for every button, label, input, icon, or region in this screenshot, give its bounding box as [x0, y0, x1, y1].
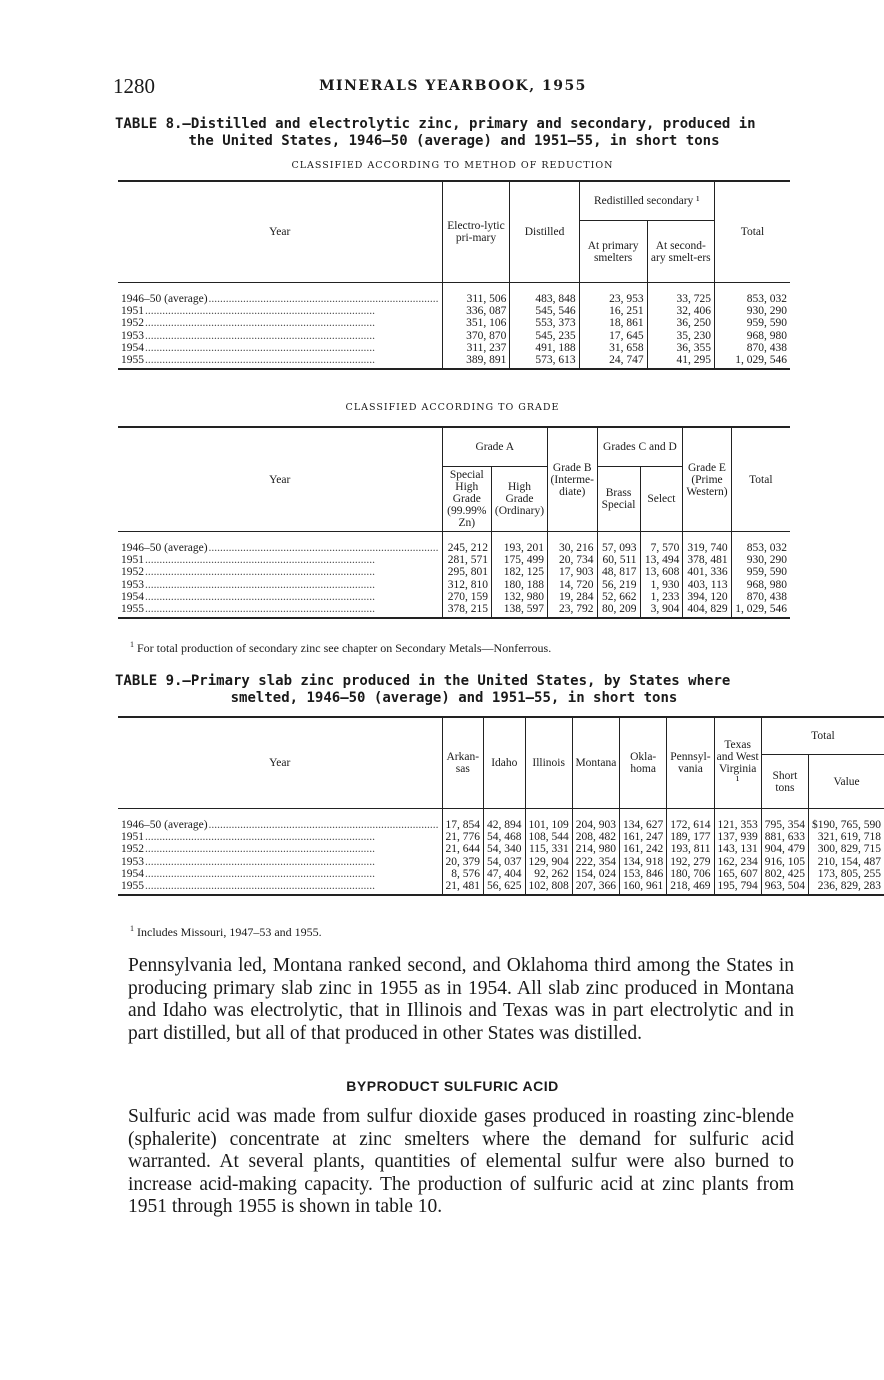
table-cell: 553, 373	[510, 317, 579, 329]
table-row	[118, 542, 790, 554]
row-year-label: 1946–50 (average)	[121, 819, 208, 831]
table-row	[118, 330, 790, 342]
header-high-grade: High Grade (Ordinary)	[492, 467, 548, 532]
table-cell: 36, 355	[647, 342, 714, 354]
table-cell: 545, 235	[510, 330, 579, 342]
row-year-label: 1952	[121, 843, 144, 856]
table-cell: 129, 904	[525, 856, 572, 868]
header-year: Year	[118, 181, 442, 283]
table-cell: 24, 747	[579, 354, 647, 369]
table-cell: 491, 188	[510, 342, 579, 354]
row-year-label: 1951	[121, 831, 144, 844]
header-redistilled-secondary: Redistilled secondary ¹	[579, 181, 714, 221]
table-cell: 180, 188	[492, 579, 548, 591]
row-year-label: 1955	[121, 603, 144, 616]
table-cell: 132, 980	[492, 591, 548, 603]
table-cell: 33, 725	[647, 293, 714, 305]
row-year-label: 1952	[121, 566, 144, 579]
table8-title-line1: TABLE 8.—Distilled and electrolytic zinc, primary and secondary, produced in	[115, 116, 756, 132]
table-cell: 321, 619, 718	[809, 831, 884, 843]
table-cell: 189, 177	[667, 831, 714, 843]
table-row	[118, 566, 790, 578]
table-cell: 160, 961	[620, 880, 667, 895]
row-year: 1954................................................................................	[121, 590, 375, 603]
row-year-label: 1954	[121, 867, 144, 880]
table-row	[118, 554, 790, 566]
row-year: 1955................................................................................	[118, 354, 442, 369]
header-brass-special: Brass Special	[597, 467, 640, 532]
header-distilled: Distilled	[510, 181, 579, 283]
row-year-label: 1953	[121, 578, 144, 591]
table-cell: 295, 801	[442, 566, 491, 578]
table8-title	[115, 116, 793, 150]
table-row	[118, 591, 790, 603]
table-cell: 195, 794	[714, 880, 761, 895]
table-cell: 193, 811	[667, 843, 714, 855]
row-year: 1952................................................................................	[121, 317, 375, 330]
book-title: MINERALS YEARBOOK, 1955	[319, 78, 587, 94]
table-cell: 32, 406	[647, 305, 714, 317]
table-row	[118, 317, 790, 329]
table-cell: 180, 706	[667, 868, 714, 880]
header-value: Value	[809, 755, 884, 809]
table-cell: 175, 499	[492, 554, 548, 566]
table-cell: 13, 608	[640, 566, 683, 578]
header-pennsylvania: Pennsyl-vania	[667, 717, 714, 809]
table-row	[118, 843, 884, 855]
header-illinois: Illinois	[525, 717, 572, 809]
table-cell: 57, 093	[597, 542, 640, 554]
table-cell: 60, 511	[597, 554, 640, 566]
spacer-row	[118, 809, 884, 820]
table-cell: 3, 904	[640, 603, 683, 618]
table-row	[118, 831, 884, 843]
table9-footnote: $^1$ Includes Missouri, 1947–53 and 1955.	[130, 924, 322, 939]
table-cell: 404, 829	[683, 603, 731, 618]
table-row	[118, 868, 884, 880]
table-cell: 311, 237	[442, 342, 510, 354]
table-cell: 968, 980	[714, 330, 790, 342]
table-cell: 802, 425	[761, 868, 808, 880]
row-year: 1946–50 (average)................................................................................	[121, 293, 439, 305]
section-heading: BYPRODUCT SULFURIC ACID	[346, 1078, 559, 1094]
table-row	[118, 856, 884, 868]
header-total: Total	[761, 717, 884, 755]
header-oklahoma: Okla-homa	[620, 717, 667, 809]
table8-grade-body	[118, 532, 790, 619]
table-cell: 20, 734	[547, 554, 597, 566]
table-cell: 319, 740	[683, 542, 731, 554]
row-year: 1952................................................................................	[121, 843, 375, 856]
table-cell: 394, 120	[683, 591, 731, 603]
table-cell: 853, 032	[731, 542, 790, 554]
header-montana: Montana	[572, 717, 619, 809]
table-cell: 214, 980	[572, 843, 619, 855]
table-cell: 143, 131	[714, 843, 761, 855]
table-cell: 137, 939	[714, 831, 761, 843]
table-cell: 42, 894	[484, 819, 526, 831]
header-grade-e: Grade E (Prime Western)	[683, 427, 731, 532]
table-cell: 904, 479	[761, 843, 808, 855]
table-cell: 154, 024	[572, 868, 619, 880]
table-cell: 153, 846	[620, 868, 667, 880]
header-texas-west-virginia: Texas and West Virginia ¹	[714, 717, 761, 809]
table-cell: 870, 438	[731, 591, 790, 603]
table-cell: 101, 109	[525, 819, 572, 831]
table-cell: 182, 125	[492, 566, 548, 578]
table-cell: 17, 854	[442, 819, 484, 831]
spacer-row	[118, 283, 790, 294]
table8-footnote-text: For total production of secondary zinc see chapter on Secondary Metals—Nonferrous.	[137, 641, 552, 655]
header-total: Total	[731, 427, 790, 532]
table-cell: 311, 506	[442, 293, 510, 305]
table-cell: 968, 980	[731, 579, 790, 591]
row-year-label: 1955	[121, 354, 144, 367]
header-year: Year	[118, 427, 442, 532]
table-cell: 389, 891	[442, 354, 510, 369]
row-year: 1946–50 (average)................................................................................	[121, 542, 439, 554]
table-row	[118, 305, 790, 317]
table-cell: 1, 930	[640, 579, 683, 591]
table9-body	[118, 809, 884, 896]
header-grade-a: Grade A	[442, 427, 547, 467]
header-special-high-grade: Special High Grade (99.99% Zn)	[442, 467, 491, 532]
table-cell: 281, 571	[442, 554, 491, 566]
table-cell: 218, 469	[667, 880, 714, 895]
table-cell: 270, 159	[442, 591, 491, 603]
header-select: Select	[640, 467, 683, 532]
table-cell: 881, 633	[761, 831, 808, 843]
table-cell: 192, 279	[667, 856, 714, 868]
table-cell: 54, 340	[484, 843, 526, 855]
table-cell: 56, 625	[484, 880, 526, 895]
table-cell: 30, 216	[547, 542, 597, 554]
table8-title-line2: the United States, 1946–50 (average) and 1951–55, in short tons	[188, 133, 720, 149]
table-cell: 401, 336	[683, 566, 731, 578]
row-year-label: 1951	[121, 305, 144, 318]
table-cell: 1, 029, 546	[714, 354, 790, 369]
header-total: Total	[714, 181, 790, 283]
row-year-label: 1953	[121, 329, 144, 342]
table-cell: 916, 105	[761, 856, 808, 868]
row-year: 1954................................................................................	[121, 867, 375, 880]
table-cell: 370, 870	[442, 330, 510, 342]
table-cell: 41, 295	[647, 354, 714, 369]
table-cell: 161, 247	[620, 831, 667, 843]
row-year: 1951................................................................................	[121, 554, 375, 567]
table-row	[118, 603, 790, 618]
table-cell: 573, 613	[510, 354, 579, 369]
table-cell: 21, 481	[442, 880, 484, 895]
table8-part2-subheading: CLASSIFIED ACCORDING TO GRADE	[345, 402, 560, 413]
row-year: 1946–50 (average)................................................................................	[121, 819, 439, 831]
table-cell: 115, 331	[525, 843, 572, 855]
row-year: 1953................................................................................	[121, 329, 375, 342]
table-row	[118, 354, 790, 369]
table-cell: 193, 201	[492, 542, 548, 554]
table-cell: 8, 576	[442, 868, 484, 880]
table8-method-body	[118, 283, 790, 370]
row-year-label: 1953	[121, 855, 144, 868]
spacer-row	[118, 532, 790, 543]
row-year: 1951................................................................................	[121, 305, 375, 318]
row-year-label: 1951	[121, 554, 144, 567]
table-row	[118, 819, 884, 831]
table-cell: 138, 597	[492, 603, 548, 618]
table-cell: 47, 404	[484, 868, 526, 880]
table-cell: 19, 284	[547, 591, 597, 603]
table-cell: 20, 379	[442, 856, 484, 868]
table-cell: 54, 037	[484, 856, 526, 868]
table-cell: 23, 953	[579, 293, 647, 305]
table-cell: 236, 829, 283	[809, 880, 884, 895]
row-year-label: 1946–50 (average)	[121, 542, 208, 554]
row-year: 1953................................................................................	[121, 855, 375, 868]
table-cell: 300, 829, 715	[809, 843, 884, 855]
table-cell: 207, 366	[572, 880, 619, 895]
paragraph-slab-zinc: Pennsylvania led, Montana ranked second, and Oklahoma third among the States in producing primary slab zinc in 1955 as in 1954. All slab zinc produced in Montana and Idaho was electrolytic, that in Illinois and Texas was in part electrolytic and in part distilled, but all of that produced in other States was distilled.	[128, 955, 794, 1044]
table-cell: 853, 032	[714, 293, 790, 305]
header-at-secondary-smelters: At second-ary smelt-ers	[647, 221, 714, 283]
table-cell: 336, 087	[442, 305, 510, 317]
header-electrolytic: Electro-lytic pri-mary	[442, 181, 510, 283]
running-head	[113, 74, 793, 100]
table-cell: $190, 765, 590	[809, 819, 884, 831]
table-cell: 312, 810	[442, 579, 491, 591]
table-cell: 378, 215	[442, 603, 491, 618]
table-cell: 930, 290	[714, 305, 790, 317]
table-cell: 172, 614	[667, 819, 714, 831]
row-year: 1951................................................................................	[121, 831, 375, 844]
table-cell: 134, 627	[620, 819, 667, 831]
table-cell: 134, 918	[620, 856, 667, 868]
table-cell: 80, 209	[597, 603, 640, 618]
table-cell: 870, 438	[714, 342, 790, 354]
row-year-label: 1954	[121, 590, 144, 603]
table-cell: 17, 645	[579, 330, 647, 342]
table-cell: 545, 546	[510, 305, 579, 317]
table-row	[118, 579, 790, 591]
table-cell: 7, 570	[640, 542, 683, 554]
page-number: 1280	[113, 74, 155, 98]
table-cell: 483, 848	[510, 293, 579, 305]
table-cell: 21, 644	[442, 843, 484, 855]
table9-title-line1: TABLE 9.—Primary slab zinc produced in the United States, by States where	[115, 673, 731, 689]
table-cell: 222, 354	[572, 856, 619, 868]
header-year: Year	[118, 717, 442, 809]
table-cell: 121, 353	[714, 819, 761, 831]
table-cell: 102, 808	[525, 880, 572, 895]
table-cell: 162, 234	[714, 856, 761, 868]
table-row	[118, 342, 790, 354]
table-cell: 17, 903	[547, 566, 597, 578]
table-cell: 161, 242	[620, 843, 667, 855]
header-at-primary-smelters: At primary smelters	[579, 221, 647, 283]
table-cell: 930, 290	[731, 554, 790, 566]
table-cell: 351, 106	[442, 317, 510, 329]
header-idaho: Idaho	[484, 717, 526, 809]
table-cell: 18, 861	[579, 317, 647, 329]
header-arkansas: Arkan-sas	[442, 717, 484, 809]
table-cell: 54, 468	[484, 831, 526, 843]
table-cell: 21, 776	[442, 831, 484, 843]
table9-footnote-text: Includes Missouri, 1947–53 and 1955.	[137, 925, 322, 939]
header-grade-b: Grade B (Interme-diate)	[547, 427, 597, 532]
table-cell: 165, 607	[714, 868, 761, 880]
paragraph-sulfuric-acid: Sulfuric acid was made from sulfur dioxide gases produced in roasting zinc-blende (sphalerite) concentrate at zinc smelters where the demand for sulfuric acid warranted. At several plants, quantities of elemental sulfur were also burned to increase acid-making capacity. The production of sulfuric acid at zinc plants from 1951 through 1955 is shown in table 10.	[128, 1106, 794, 1218]
row-year: 1952................................................................................	[121, 566, 375, 579]
table-cell: 23, 792	[547, 603, 597, 618]
table-cell: 403, 113	[683, 579, 731, 591]
table-cell: 14, 720	[547, 579, 597, 591]
table-cell: 35, 230	[647, 330, 714, 342]
table-cell: 245, 212	[442, 542, 491, 554]
table-cell: 31, 658	[579, 342, 647, 354]
table-row	[118, 880, 884, 895]
table-cell: 378, 481	[683, 554, 731, 566]
row-year: 1955................................................................................	[118, 603, 442, 618]
table9	[118, 716, 884, 896]
table-cell: 959, 590	[714, 317, 790, 329]
table9-title-line2: smelted, 1946–50 (average) and 1951–55, in short tons	[230, 690, 678, 706]
table8-method-table	[118, 180, 790, 370]
row-year-label: 1946–50 (average)	[121, 293, 208, 305]
table-cell: 108, 544	[525, 831, 572, 843]
table9-title	[115, 673, 793, 707]
table-cell: 210, 154, 487	[809, 856, 884, 868]
row-year: 1953................................................................................	[121, 578, 375, 591]
table8-footnote: $^1$ For total production of secondary zinc see chapter on Secondary Metals—Nonferrous.	[130, 640, 552, 655]
table-cell: 13, 494	[640, 554, 683, 566]
table-cell: 1, 233	[640, 591, 683, 603]
header-grades-c-and-d: Grades C and D	[597, 427, 683, 467]
header-short-tons: Short tons	[761, 755, 808, 809]
row-year: 1955................................................................................	[118, 880, 442, 895]
table-cell: 52, 662	[597, 591, 640, 603]
table-cell: 48, 817	[597, 566, 640, 578]
table-cell: 959, 590	[731, 566, 790, 578]
table-cell: 16, 251	[579, 305, 647, 317]
table-row	[118, 293, 790, 305]
table-cell: 36, 250	[647, 317, 714, 329]
row-year-label: 1954	[121, 341, 144, 354]
table8-grade-table	[118, 426, 790, 619]
table-cell: 204, 903	[572, 819, 619, 831]
table-cell: 173, 805, 255	[809, 868, 884, 880]
table-cell: 795, 354	[761, 819, 808, 831]
row-year: 1954................................................................................	[121, 341, 375, 354]
row-year-label: 1952	[121, 317, 144, 330]
table8-part1-subheading: CLASSIFIED ACCORDING TO METHOD OF REDUCTION	[291, 160, 614, 171]
table-cell: 56, 219	[597, 579, 640, 591]
table-cell: 963, 504	[761, 880, 808, 895]
row-year-label: 1955	[121, 880, 144, 893]
table-cell: 92, 262	[525, 868, 572, 880]
table-cell: 208, 482	[572, 831, 619, 843]
table-cell: 1, 029, 546	[731, 603, 790, 618]
